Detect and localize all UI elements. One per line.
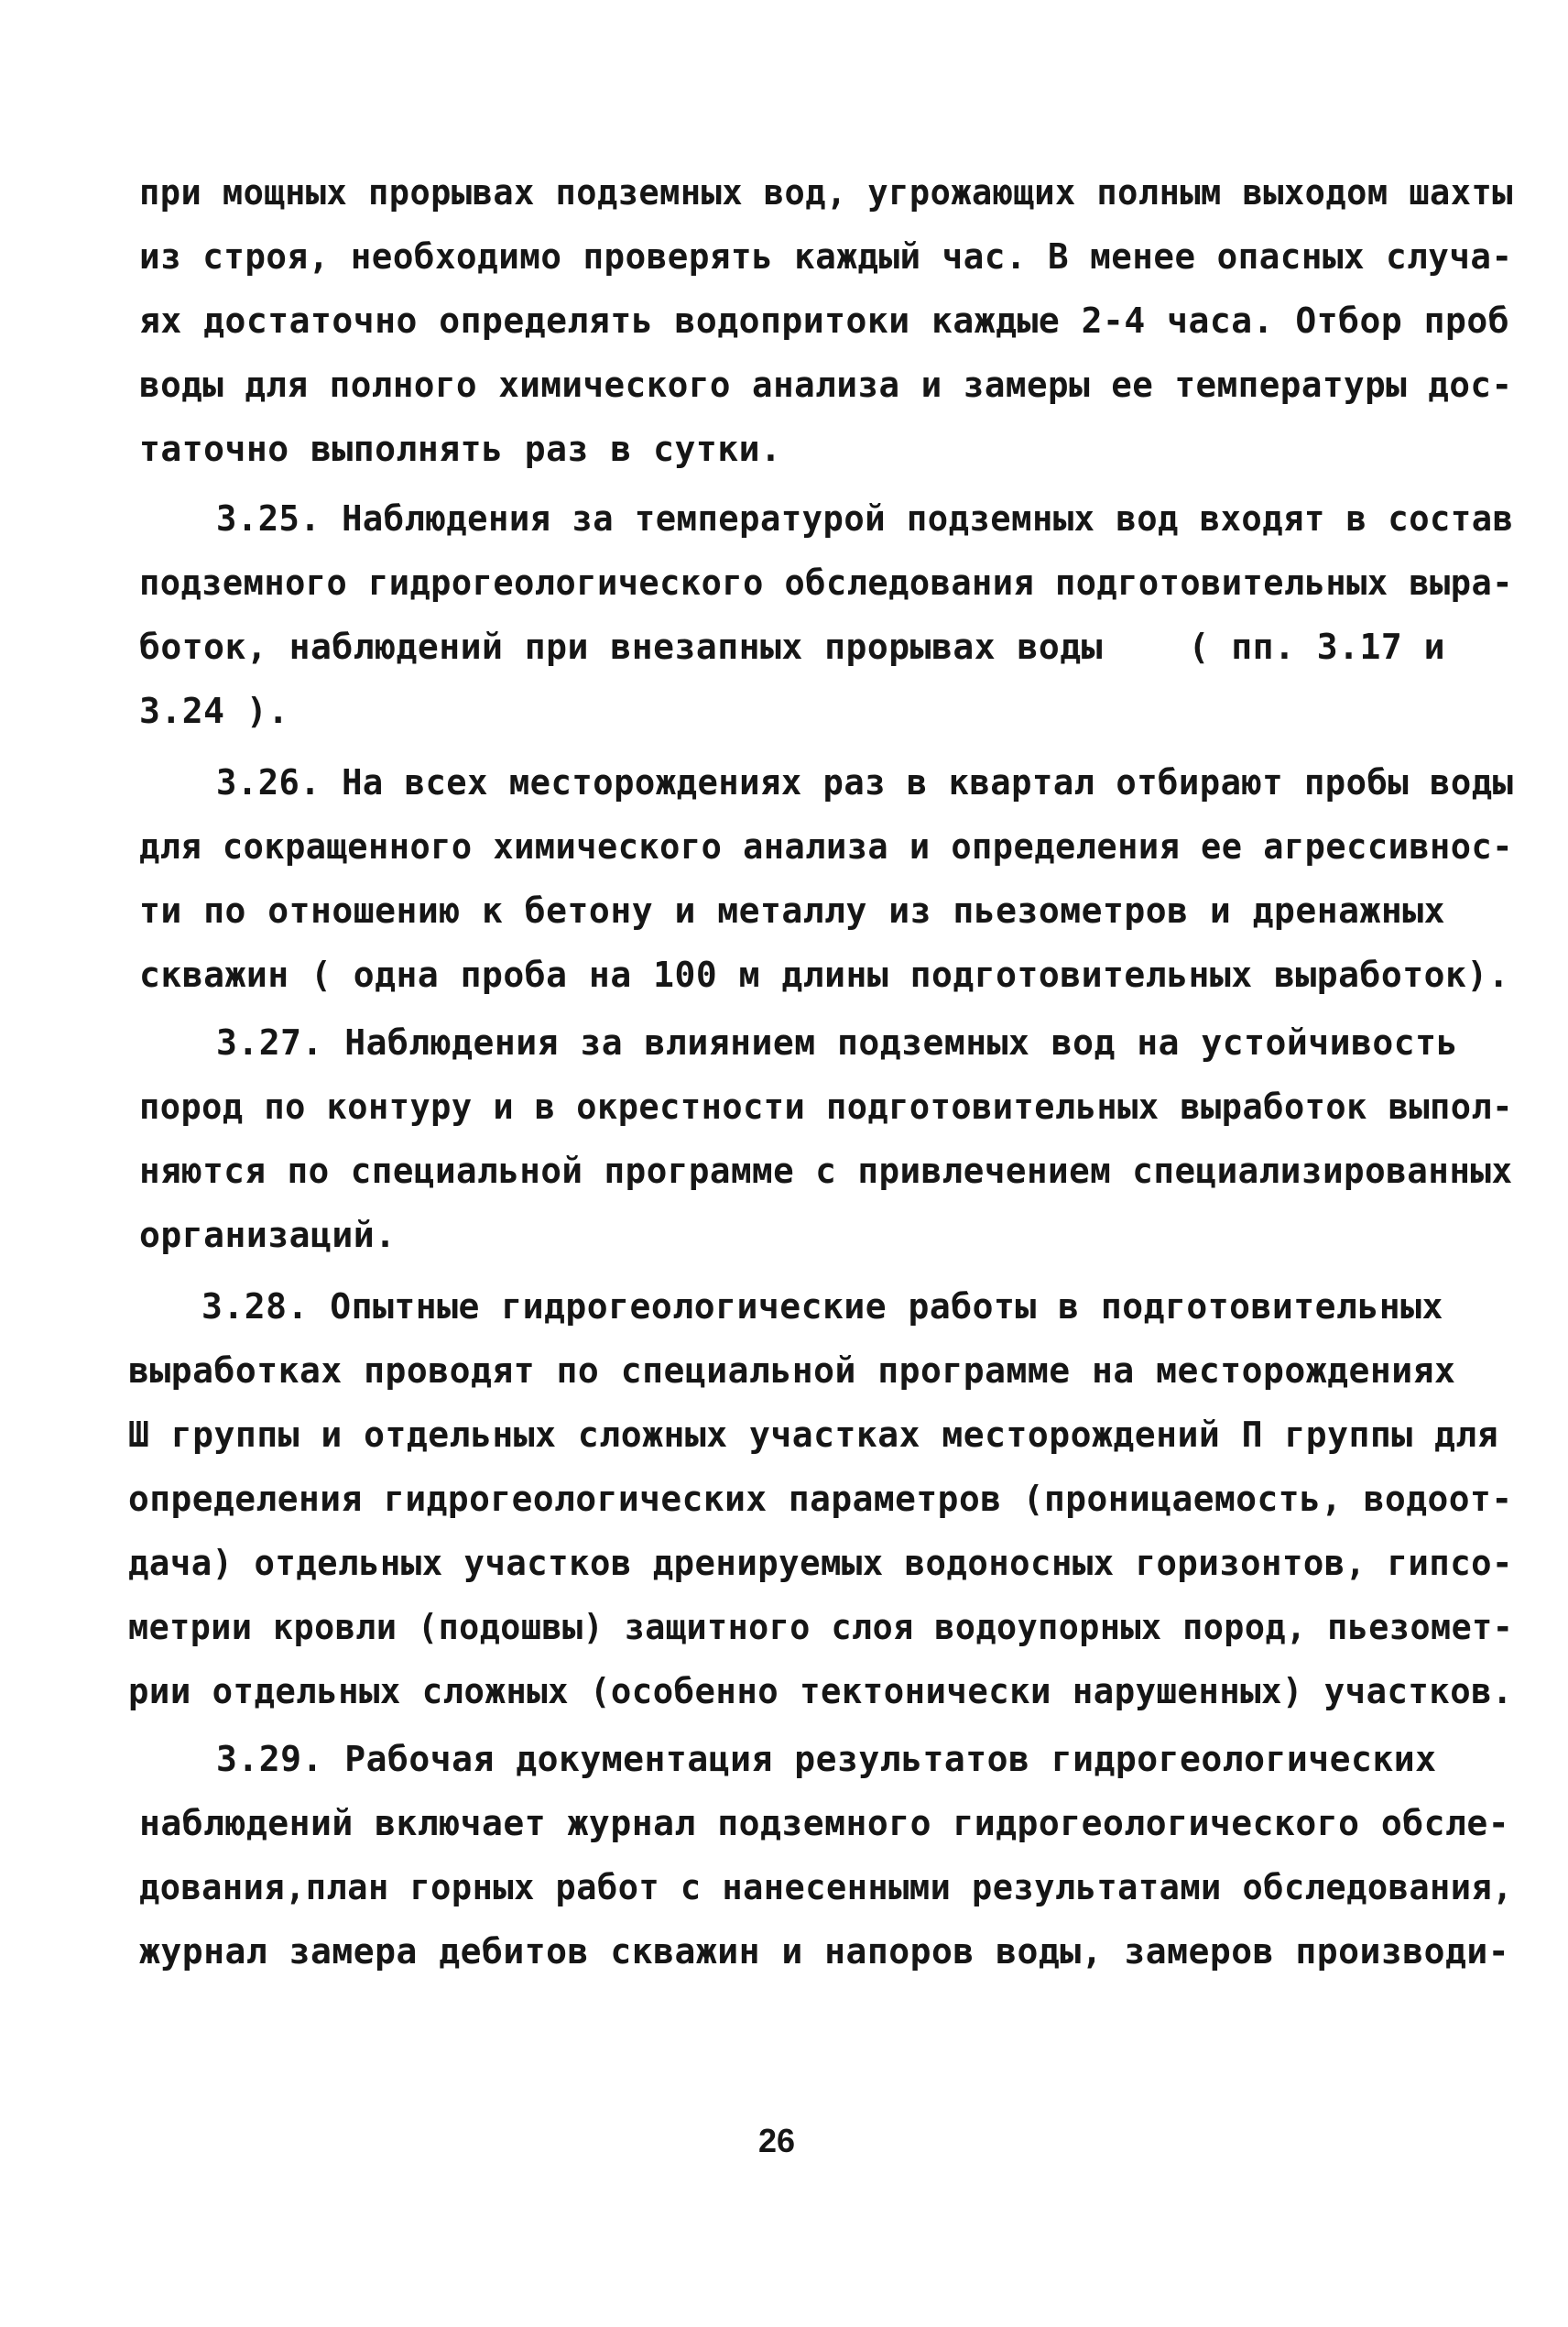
text-line: рии отдельных сложных (особенно тектонически нарушенных) участков. <box>128 1671 1513 1711</box>
text-line: воды для полного химического анализа и замеры ее температуры дос- <box>139 365 1513 405</box>
text-line: скважин ( одна проба на 100 м длины подготовительных выработок). <box>139 955 1510 995</box>
text-line: таточно выполнять раз в сутки. <box>139 429 782 469</box>
text-line: ях достаточно определять водопритоки каждые 2-4 часа. Отбор проб <box>139 300 1510 341</box>
text-line: организаций. <box>139 1215 397 1255</box>
text-line: Ш группы и отдельных сложных участках месторождений П группы для <box>128 1415 1499 1455</box>
text-line: журнал замера дебитов скважин и напоров воды, замеров производи- <box>139 1931 1510 1972</box>
text-line: дования,план горных работ с нанесенными результатами обследования, <box>139 1867 1513 1907</box>
text-line: ти по отношению к бетону и металлу из пьезометров и дренажных <box>139 890 1446 931</box>
text-line: 3.24 ). <box>139 691 289 731</box>
text-line: для сокращенного химического анализа и определения ее агрессивнос- <box>139 826 1513 867</box>
text-line: пород по контуру и в окрестности подготовительных выработок выпол- <box>139 1087 1513 1127</box>
text-line: определения гидрогеологических параметров (проницаемость, водоот- <box>128 1479 1513 1519</box>
text-line: из строя, необходимо проверять каждый час. В менее опасных случа- <box>139 236 1513 277</box>
paragraph-3-26-heading: 3.26. На всех месторождениях раз в квартал отбирают пробы воды <box>216 762 1514 803</box>
paragraph-3-25-heading: 3.25. Наблюдения за температурой подземных вод входят в состав <box>216 498 1514 539</box>
paragraph-3-29-heading: 3.29. Рабочая документация результатов гидрогеологических <box>216 1739 1437 1779</box>
text-line: выработках проводят по специальной программе на месторождениях <box>128 1350 1456 1391</box>
text-line: боток, наблюдений при внезапных прорывах воды ( пп. 3.17 и <box>139 627 1446 667</box>
paragraph-3-28-heading: 3.28. Опытные гидрогеологические работы в подготовительных <box>201 1286 1443 1327</box>
text-line: подземного гидрогеологического обследования подготовительных выра- <box>139 563 1513 603</box>
text-line: при мощных прорывах подземных вод, угрожающих полным выходом шахты <box>139 172 1513 213</box>
text-line: няются по специальной программе с привлечением специализированных <box>139 1151 1513 1191</box>
page-number: 26 <box>758 2122 796 2159</box>
text-line: метрии кровли (подошвы) защитного слоя водоупорных пород, пьезомет- <box>128 1607 1514 1647</box>
paragraph-3-27-heading: 3.27. Наблюдения за влиянием подземных вод на устойчивость <box>216 1022 1458 1063</box>
text-line: дача) отдельных участков дренируемых водоносных горизонтов, гипсо- <box>128 1543 1513 1583</box>
text-line: наблюдений включает журнал подземного гидрогеологического обсле- <box>139 1803 1510 1843</box>
